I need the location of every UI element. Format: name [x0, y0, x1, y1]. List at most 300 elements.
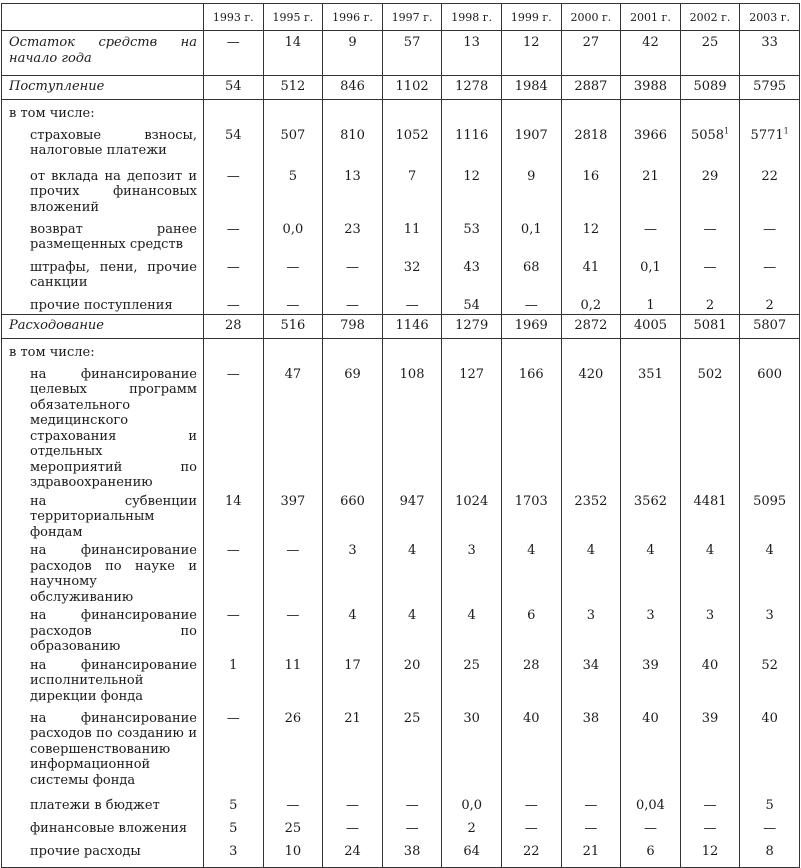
- value-cell: [501, 655, 561, 708]
- value-cell: [501, 31, 561, 76]
- cell-value: 54: [225, 79, 242, 94]
- value-cell: [204, 315, 264, 339]
- cell-value: 5795: [753, 79, 787, 94]
- value-cell: [204, 818, 264, 841]
- value-cell: [323, 818, 383, 841]
- cell-value: —: [226, 297, 240, 313]
- value-cell: [561, 655, 621, 708]
- cell-value: 4: [348, 608, 357, 623]
- value-cell: [621, 76, 681, 100]
- value-cell: [621, 31, 681, 76]
- cell-value: —: [763, 221, 777, 237]
- value-cell: [740, 100, 800, 124]
- table-row: [2, 363, 800, 491]
- cell-value: 2872: [574, 318, 608, 333]
- cell-value: —: [226, 608, 240, 623]
- cell-value: —: [286, 797, 300, 813]
- value-cell: [740, 795, 800, 818]
- value-cell: [680, 166, 740, 219]
- value-cell: [442, 363, 502, 491]
- value-cell: [740, 295, 800, 315]
- row-label: на финансирование расходов по созданию и совершенствованию информационной системы фонда: [2, 708, 204, 795]
- value-cell: [442, 795, 502, 818]
- value-cell: [740, 166, 800, 219]
- value-cell: [323, 295, 383, 315]
- cell-value: 25: [701, 35, 719, 50]
- value-cell: [442, 655, 502, 708]
- value-cell: [263, 540, 323, 605]
- cell-value: —: [286, 608, 300, 623]
- cell-value: 3988: [633, 79, 667, 94]
- row-label: Расходование: [2, 315, 204, 339]
- value-cell: [561, 219, 621, 257]
- cell-value: 54: [225, 127, 242, 143]
- value-cell: [382, 605, 442, 655]
- cell-value: 40: [642, 710, 659, 726]
- row-label: в том числе:: [2, 100, 204, 124]
- cell-value: 34: [582, 657, 600, 673]
- table-row: [2, 315, 800, 339]
- cell-value: 3: [765, 608, 774, 623]
- cell-value: —: [584, 820, 598, 836]
- cell-value: 397: [280, 493, 306, 509]
- value-cell: [263, 818, 323, 841]
- table-row: [2, 339, 800, 363]
- table-row: [2, 100, 800, 124]
- header-year-5: 1999 г.: [501, 4, 561, 31]
- cell-value: 512: [280, 79, 306, 94]
- cell-value: —: [286, 259, 300, 275]
- value-cell: [204, 166, 264, 219]
- value-cell: [442, 605, 502, 655]
- value-cell: [382, 363, 442, 491]
- value-cell: [442, 315, 502, 339]
- cell-value: 4: [407, 608, 417, 623]
- cell-value: 0,1: [520, 221, 542, 237]
- cell-value: 4: [467, 608, 476, 623]
- value-cell: [442, 339, 502, 363]
- value-cell: [680, 708, 740, 795]
- value-cell: [442, 219, 502, 257]
- table-row: [2, 605, 800, 655]
- cell-value: 28: [522, 657, 540, 673]
- value-cell: [680, 540, 740, 605]
- cell-value: 38: [582, 710, 600, 726]
- cell-value: 14: [225, 493, 242, 509]
- cell-value: 43: [463, 259, 480, 275]
- table-row: [2, 219, 800, 257]
- value-cell: [442, 491, 502, 541]
- table-row: [2, 795, 800, 818]
- cell-value: 21: [582, 843, 600, 859]
- cell-value: 57: [403, 35, 421, 50]
- value-cell: [204, 841, 264, 868]
- cell-value: 1146: [395, 318, 429, 333]
- fund-balance-table: [1, 3, 800, 868]
- value-cell: [263, 795, 323, 818]
- cell-value: —: [345, 259, 359, 275]
- cell-value: —: [345, 297, 359, 313]
- value-cell: [561, 818, 621, 841]
- value-cell: [621, 295, 681, 315]
- cell-value: —: [584, 797, 598, 813]
- value-cell: [561, 124, 621, 166]
- cell-value: 22: [522, 843, 540, 859]
- value-cell: [263, 339, 323, 363]
- value-cell: [263, 708, 323, 795]
- cell-value: 420: [578, 366, 604, 382]
- value-cell: [621, 818, 681, 841]
- value-cell: [501, 219, 561, 257]
- value-cell: [621, 124, 681, 166]
- cell-value: 5: [765, 797, 774, 813]
- data-table-container: [1, 3, 799, 868]
- cell-value: 47: [284, 366, 302, 382]
- value-cell: [323, 31, 383, 76]
- value-cell: [382, 540, 442, 605]
- value-cell: [740, 818, 800, 841]
- cell-value: 4: [407, 543, 417, 558]
- cell-value: 40: [701, 657, 719, 673]
- cell-value: 27: [582, 35, 600, 50]
- cell-value: 127: [459, 366, 485, 382]
- value-cell: [204, 655, 264, 708]
- cell-value: 3966: [633, 127, 667, 143]
- cell-value: 12: [582, 221, 600, 237]
- value-cell: [501, 166, 561, 219]
- cell-value: 38: [403, 843, 421, 859]
- value-cell: [680, 339, 740, 363]
- value-cell: [263, 655, 323, 708]
- cell-value: 798: [340, 318, 365, 333]
- value-cell: [442, 166, 502, 219]
- cell-value: 3: [586, 608, 595, 623]
- cell-value: 4: [586, 543, 595, 558]
- cell-value: 1102: [395, 79, 429, 94]
- value-cell: [382, 295, 442, 315]
- cell-value: 52: [761, 657, 778, 673]
- value-cell: [680, 655, 740, 708]
- cell-value: 3: [467, 543, 476, 558]
- value-cell: [680, 219, 740, 257]
- header-corner-cell: [2, 4, 204, 31]
- value-cell: [382, 76, 442, 100]
- cell-value: 64: [463, 843, 480, 859]
- value-cell: [263, 257, 323, 295]
- cell-value: 4005: [633, 318, 667, 333]
- cell-value: 23: [344, 221, 361, 237]
- table-row: [2, 124, 800, 166]
- cell-value: —: [763, 259, 777, 275]
- header-year-4: 1998 г.: [442, 4, 502, 31]
- cell-value: —: [703, 797, 717, 813]
- cell-value: 29: [701, 168, 719, 184]
- cell-value: 947: [399, 493, 425, 509]
- value-cell: [382, 219, 442, 257]
- value-cell: [740, 363, 800, 491]
- cell-value: —: [703, 259, 717, 275]
- value-cell: [382, 315, 442, 339]
- value-cell: [621, 491, 681, 541]
- cell-value: 1052: [395, 127, 429, 143]
- row-label: страховые взносы, налоговые платежи: [2, 124, 204, 166]
- cell-value: 7: [407, 168, 417, 184]
- value-cell: [382, 818, 442, 841]
- value-cell: [263, 166, 323, 219]
- value-cell: [621, 708, 681, 795]
- value-cell: [204, 100, 264, 124]
- value-cell: [382, 708, 442, 795]
- cell-value: —: [226, 221, 240, 237]
- value-cell: [323, 100, 383, 124]
- cell-value: 4481: [693, 493, 727, 509]
- cell-value: 0,0: [461, 797, 483, 813]
- cell-value: —: [405, 297, 419, 313]
- cell-value: 20: [403, 657, 421, 673]
- cell-value: 11: [284, 657, 302, 673]
- cell-value: 30: [463, 710, 480, 726]
- cell-value: 21: [344, 710, 361, 726]
- cell-value: 12: [522, 35, 540, 50]
- value-cell: [621, 219, 681, 257]
- value-cell: [442, 708, 502, 795]
- value-cell: [382, 841, 442, 868]
- value-cell: [501, 363, 561, 491]
- cell-value: 12: [701, 843, 719, 859]
- value-cell: [204, 795, 264, 818]
- value-cell: [442, 124, 502, 166]
- cell-value: 5095: [753, 493, 787, 509]
- cell-value: 2: [765, 297, 774, 313]
- value-cell: [680, 295, 740, 315]
- value-cell: [680, 100, 740, 124]
- cell-value: 1: [646, 297, 655, 313]
- value-cell: [501, 100, 561, 124]
- value-cell: [323, 315, 383, 339]
- value-cell: [561, 315, 621, 339]
- value-cell: [323, 491, 383, 541]
- row-label: штрафы, пени, прочие санкции: [2, 257, 204, 295]
- value-cell: [680, 491, 740, 541]
- cell-value: 9: [527, 168, 536, 184]
- cell-value: 5: [288, 168, 298, 184]
- cell-value: 5058: [690, 127, 725, 143]
- cell-value: 5081: [693, 318, 727, 333]
- value-cell: [382, 124, 442, 166]
- cell-value: 17: [344, 657, 361, 673]
- cell-value: 1703: [514, 493, 548, 509]
- cell-value: 0,2: [580, 297, 602, 313]
- table-row: [2, 491, 800, 541]
- row-label: Поступление: [2, 76, 204, 100]
- cell-value: 11: [403, 221, 421, 237]
- cell-value: 13: [344, 168, 361, 184]
- value-cell: [561, 363, 621, 491]
- value-cell: [621, 605, 681, 655]
- value-cell: [621, 655, 681, 708]
- cell-value: 1278: [455, 79, 489, 94]
- value-cell: [382, 339, 442, 363]
- value-cell: [740, 315, 800, 339]
- cell-value: —: [405, 820, 419, 836]
- cell-value: 54: [463, 297, 480, 313]
- cell-value: —: [345, 820, 359, 836]
- value-cell: [263, 219, 323, 257]
- cell-value: 0,0: [282, 221, 304, 237]
- cell-value: —: [226, 366, 240, 382]
- value-cell: [204, 540, 264, 605]
- value-cell: [501, 124, 561, 166]
- value-cell: [561, 166, 621, 219]
- cell-value: 16: [582, 168, 600, 184]
- value-cell: [501, 76, 561, 100]
- value-cell: [561, 100, 621, 124]
- value-cell: [501, 708, 561, 795]
- value-cell: [263, 124, 323, 166]
- value-cell: [680, 31, 740, 76]
- cell-value: 39: [701, 710, 719, 726]
- value-cell: [680, 124, 740, 166]
- value-cell: [561, 339, 621, 363]
- row-label: в том числе:: [2, 339, 204, 363]
- value-cell: [204, 257, 264, 295]
- value-cell: [382, 795, 442, 818]
- value-cell: [323, 540, 383, 605]
- value-cell: [680, 257, 740, 295]
- cell-value: 2818: [574, 127, 608, 143]
- value-cell: [680, 605, 740, 655]
- value-cell: [680, 315, 740, 339]
- value-cell: [442, 295, 502, 315]
- cell-value: —: [286, 297, 300, 313]
- value-cell: [680, 76, 740, 100]
- value-cell: [740, 605, 800, 655]
- value-cell: [382, 257, 442, 295]
- value-cell: [680, 841, 740, 868]
- value-cell: [263, 605, 323, 655]
- cell-value: 39: [642, 657, 659, 673]
- value-cell: [204, 363, 264, 491]
- value-cell: [323, 795, 383, 818]
- value-cell: [740, 124, 800, 166]
- table-row: [2, 31, 800, 76]
- value-cell: [621, 841, 681, 868]
- cell-value: 5: [229, 820, 238, 836]
- cell-value: 660: [340, 493, 365, 509]
- row-label: прочие поступления: [2, 295, 204, 315]
- cell-value: 502: [697, 366, 723, 382]
- cell-value: 3: [229, 843, 238, 859]
- footnote-marker: 1: [724, 126, 730, 136]
- value-cell: [442, 257, 502, 295]
- row-label: финансовые вложения: [2, 818, 204, 841]
- value-cell: [740, 491, 800, 541]
- value-cell: [501, 841, 561, 868]
- value-cell: [323, 219, 383, 257]
- value-cell: [382, 491, 442, 541]
- cell-value: 1279: [455, 318, 489, 333]
- cell-value: 3: [646, 608, 655, 623]
- cell-value: —: [524, 297, 538, 313]
- cell-value: —: [226, 543, 240, 558]
- value-cell: [442, 31, 502, 76]
- footnote-marker: 1: [783, 126, 789, 136]
- cell-value: 3: [348, 543, 357, 558]
- header-year-1: 1995 г.: [263, 4, 323, 31]
- cell-value: 28: [225, 318, 242, 333]
- value-cell: [204, 124, 264, 166]
- cell-value: 9: [348, 35, 357, 50]
- value-cell: [501, 491, 561, 541]
- value-cell: [740, 339, 800, 363]
- cell-value: 4: [705, 543, 715, 558]
- value-cell: [442, 841, 502, 868]
- value-cell: [204, 31, 264, 76]
- cell-value: —: [643, 221, 657, 237]
- row-label: платежи в бюджет: [2, 795, 204, 818]
- cell-value: 1: [229, 657, 238, 673]
- cell-value: 108: [399, 366, 425, 382]
- cell-value: 26: [284, 710, 302, 726]
- value-cell: [442, 76, 502, 100]
- cell-value: 0,04: [635, 797, 665, 813]
- value-cell: [561, 491, 621, 541]
- cell-value: 68: [522, 259, 540, 275]
- value-cell: [621, 315, 681, 339]
- value-cell: [740, 655, 800, 708]
- value-cell: [621, 339, 681, 363]
- value-cell: [740, 841, 800, 868]
- value-cell: [621, 166, 681, 219]
- value-cell: [501, 257, 561, 295]
- value-cell: [501, 605, 561, 655]
- value-cell: [740, 257, 800, 295]
- value-cell: [204, 219, 264, 257]
- value-cell: [501, 818, 561, 841]
- cell-value: 1116: [455, 127, 489, 143]
- cell-value: 14: [284, 35, 302, 50]
- cell-value: 166: [518, 366, 544, 382]
- value-cell: [621, 795, 681, 818]
- cell-value: —: [345, 797, 359, 813]
- table-row: [2, 818, 800, 841]
- cell-value: 810: [340, 127, 365, 143]
- table-row: [2, 655, 800, 708]
- value-cell: [323, 605, 383, 655]
- value-cell: [263, 363, 323, 491]
- value-cell: [204, 339, 264, 363]
- table-row: [2, 166, 800, 219]
- row-label: на финансирование целевых программ обязательного медицинского страхования и отдельных мероприятий по здравоохранению: [2, 363, 204, 491]
- value-cell: [323, 166, 383, 219]
- cell-value: —: [703, 221, 717, 237]
- value-cell: [442, 818, 502, 841]
- cell-value: 351: [638, 366, 663, 382]
- cell-value: 5771: [750, 127, 784, 143]
- value-cell: [501, 795, 561, 818]
- value-cell: [501, 295, 561, 315]
- value-cell: [501, 315, 561, 339]
- value-cell: [382, 655, 442, 708]
- cell-value: 846: [340, 79, 365, 94]
- cell-value: —: [763, 820, 777, 836]
- cell-value: 1024: [455, 493, 489, 509]
- cell-value: 5807: [753, 318, 787, 333]
- value-cell: [621, 540, 681, 605]
- cell-value: 0,1: [640, 259, 661, 275]
- cell-value: —: [643, 820, 657, 836]
- value-cell: [382, 100, 442, 124]
